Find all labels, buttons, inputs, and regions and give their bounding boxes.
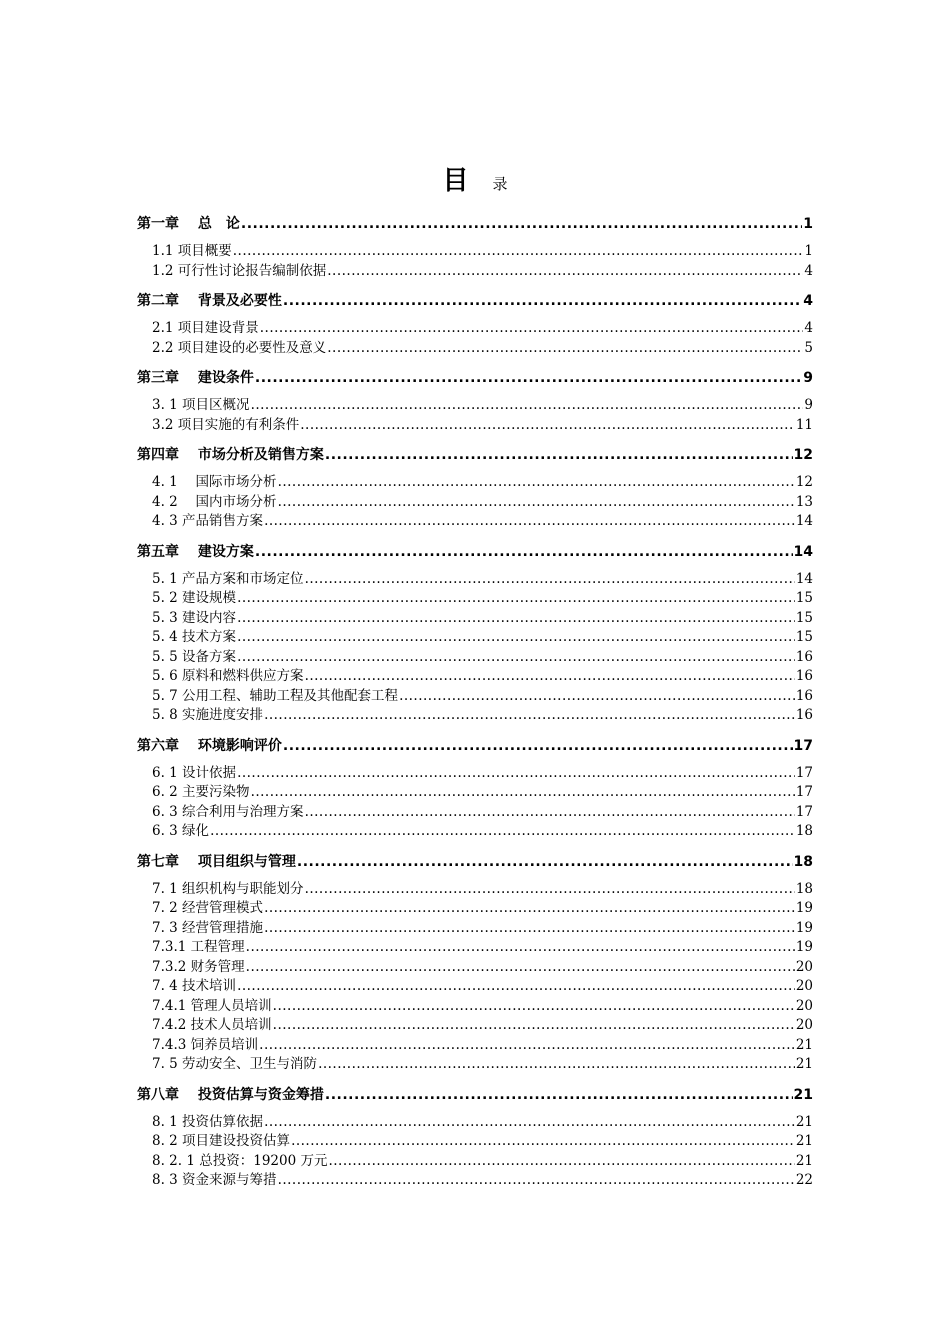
toc-dot-leader — [237, 628, 795, 648]
toc-section-entry[interactable] — [137, 262, 813, 282]
toc-entry-page-number: 16 — [795, 648, 813, 665]
toc-entry-label: 6. 1 设计依据 — [152, 764, 237, 781]
toc-entry-page-number: 4 — [803, 293, 813, 309]
toc-dot-leader — [246, 958, 795, 978]
toc-entry-page-number: 21 — [795, 1133, 813, 1149]
toc-dot-leader — [264, 1113, 795, 1133]
toc-dot-leader — [297, 852, 793, 872]
toc-entry-page-number: 21 — [795, 1152, 813, 1169]
toc-entry-label: 8. 3 资金来源与筹措 — [152, 1172, 277, 1188]
toc-entry-page-number: 4 — [804, 320, 813, 336]
toc-title — [0, 160, 950, 197]
toc-section-entry[interactable] — [137, 706, 813, 726]
toc-dot-leader — [278, 493, 795, 513]
toc-entry-page-number: 22 — [795, 1172, 813, 1188]
toc-dot-leader — [260, 319, 804, 339]
toc-entry-label: 第三章 建设条件 — [137, 370, 254, 386]
toc-chapter-entry[interactable] — [137, 445, 813, 465]
toc-dot-leader — [327, 262, 803, 282]
toc-dot-leader — [273, 997, 795, 1017]
toc-entry-label: 7. 1 组织机构与职能划分 — [152, 880, 304, 897]
toc-dot-leader — [264, 706, 795, 726]
toc-entry-page-number: 20 — [795, 978, 813, 994]
toc-entry-page-number: 16 — [795, 668, 813, 684]
toc-dot-leader — [237, 609, 795, 629]
toc-entry-page-number: 1 — [804, 243, 813, 259]
toc-section-entry[interactable] — [137, 764, 813, 784]
toc-entry-page-number: 20 — [795, 1017, 813, 1033]
toc-entry-page-number: 4 — [804, 262, 813, 279]
toc-section-entry[interactable] — [137, 687, 813, 707]
toc-entry-page-number: 21 — [795, 1056, 813, 1072]
toc-dot-leader — [255, 542, 793, 562]
toc-section-entry[interactable] — [137, 473, 813, 493]
toc-title-main: 目 — [442, 166, 469, 196]
toc-entry-page-number: 18 — [793, 853, 813, 870]
toc-dot-leader — [305, 667, 795, 687]
toc-section-entry[interactable] — [137, 1016, 813, 1036]
toc-entry-page-number: 13 — [795, 493, 813, 510]
toc-entry-page-number: 19 — [795, 919, 813, 936]
toc-entry-label: 第五章 建设方案 — [137, 543, 254, 560]
toc-section-entry[interactable] — [137, 648, 813, 668]
toc-section-entry[interactable] — [137, 919, 813, 939]
toc-section-entry[interactable] — [137, 880, 813, 900]
toc-entry-label: 第七章 项目组织与管理 — [137, 853, 296, 870]
toc-chapter-entry[interactable] — [137, 1085, 813, 1105]
toc-dot-leader — [255, 368, 802, 388]
toc-entry-label: 5. 4 技术方案 — [152, 629, 237, 645]
toc-entry-page-number: 14 — [793, 543, 813, 560]
toc-entry-label: 4. 2 国内市场分析 — [152, 493, 277, 510]
toc-entry-page-number: 15 — [795, 629, 813, 645]
toc-entry-page-number: 1 — [803, 216, 813, 232]
toc-section-entry[interactable] — [137, 512, 813, 532]
toc-section-entry[interactable] — [137, 396, 813, 416]
toc-entry-label: 8. 2 项目建设投资估算 — [152, 1133, 291, 1149]
toc-section-entry[interactable] — [137, 1055, 813, 1075]
table-of-contents — [137, 214, 813, 1191]
toc-chapter-entry[interactable] — [137, 214, 813, 234]
toc-entry-label: 5. 1 产品方案和市场定位 — [152, 570, 304, 587]
toc-section-entry[interactable] — [137, 319, 813, 339]
toc-dot-leader — [237, 589, 795, 609]
toc-dot-leader — [259, 1036, 795, 1056]
toc-section-entry[interactable] — [137, 899, 813, 919]
toc-dot-leader — [300, 416, 795, 436]
toc-entry-page-number: 19 — [795, 939, 813, 955]
toc-entry-label: 7. 2 经营管理模式 — [152, 900, 264, 916]
toc-entry-page-number: 15 — [795, 609, 813, 626]
toc-entry-label: 1.2 可行性讨论报告编制依据 — [152, 262, 327, 279]
toc-entry-label: 7.4.3 饲养员培训 — [152, 1036, 259, 1053]
toc-dot-leader — [237, 764, 795, 784]
toc-dot-leader — [233, 242, 804, 262]
toc-dot-leader — [283, 291, 802, 311]
toc-section-entry[interactable] — [137, 493, 813, 513]
toc-dot-leader — [264, 899, 795, 919]
toc-entry-label: 第六章 环境影响评价 — [137, 737, 282, 754]
toc-section-entry[interactable] — [137, 242, 813, 262]
toc-dot-leader — [273, 1016, 795, 1036]
toc-section-entry[interactable] — [137, 803, 813, 823]
toc-dot-leader — [237, 648, 795, 668]
toc-entry-label: 第四章 市场分析及销售方案 — [137, 447, 324, 463]
toc-entry-label: 4. 3 产品销售方案 — [152, 513, 264, 529]
toc-entry-label: 4. 1 国际市场分析 — [152, 474, 277, 490]
toc-entry-label: 3.2 项目实施的有利条件 — [152, 416, 300, 433]
toc-entry-label: 5. 7 公用工程、辅助工程及其他配套工程 — [152, 687, 399, 704]
toc-entry-page-number: 21 — [795, 1113, 813, 1130]
toc-dot-leader — [251, 783, 795, 803]
toc-entry-page-number: 21 — [793, 1086, 813, 1103]
toc-entry-page-number: 5 — [804, 339, 813, 356]
toc-dot-leader — [305, 803, 795, 823]
toc-dot-leader — [305, 880, 795, 900]
toc-chapter-entry[interactable] — [137, 368, 813, 388]
toc-dot-leader — [237, 977, 795, 997]
toc-entry-label: 6. 2 主要污染物 — [152, 784, 250, 800]
toc-entry-page-number: 17 — [793, 737, 813, 754]
toc-entry-label: 3. 1 项目区概况 — [152, 397, 250, 413]
toc-entry-page-number: 17 — [795, 803, 813, 820]
toc-entry-label: 7. 4 技术培训 — [152, 978, 237, 994]
toc-dot-leader — [241, 214, 802, 234]
toc-entry-page-number: 14 — [795, 570, 813, 587]
toc-entry-page-number: 19 — [795, 900, 813, 916]
toc-section-entry[interactable] — [137, 938, 813, 958]
toc-section-entry[interactable] — [137, 589, 813, 609]
toc-dot-leader — [328, 1152, 794, 1172]
toc-section-entry[interactable] — [137, 997, 813, 1017]
toc-dot-leader — [399, 687, 795, 707]
toc-entry-label: 1.1 项目概要 — [152, 243, 232, 259]
toc-entry-label: 5. 8 实施进度安排 — [152, 707, 264, 723]
toc-entry-label: 第八章 投资估算与资金筹措 — [137, 1086, 324, 1103]
toc-entry-page-number: 16 — [795, 707, 813, 723]
toc-entry-label: 7.4.1 管理人员培训 — [152, 997, 272, 1014]
toc-entry-page-number: 9 — [803, 370, 813, 386]
toc-section-entry[interactable] — [137, 667, 813, 687]
toc-entry-label: 6. 3 综合利用与治理方案 — [152, 803, 304, 820]
toc-section-entry[interactable] — [137, 1171, 813, 1191]
toc-dot-leader — [283, 736, 793, 756]
toc-chapter-entry[interactable] — [137, 852, 813, 872]
toc-entry-page-number: 17 — [795, 764, 813, 781]
toc-section-entry[interactable] — [137, 1036, 813, 1056]
toc-dot-leader — [264, 919, 795, 939]
toc-section-entry[interactable] — [137, 339, 813, 359]
toc-section-entry[interactable] — [137, 609, 813, 629]
toc-entry-page-number: 21 — [795, 1036, 813, 1053]
toc-section-entry[interactable] — [137, 1132, 813, 1152]
toc-dot-leader — [264, 512, 795, 532]
toc-entry-label: 5. 3 建设内容 — [152, 609, 237, 626]
toc-dot-leader — [251, 396, 804, 416]
toc-section-entry[interactable] — [137, 1152, 813, 1172]
toc-entry-label: 7. 3 经营管理措施 — [152, 919, 264, 936]
toc-dot-leader — [210, 822, 795, 842]
toc-entry-page-number: 16 — [795, 687, 813, 704]
toc-entry-page-number: 12 — [793, 447, 813, 463]
toc-dot-leader — [318, 1055, 795, 1075]
toc-dot-leader — [325, 445, 793, 465]
toc-entry-page-number: 12 — [795, 474, 813, 490]
toc-section-entry[interactable] — [137, 958, 813, 978]
toc-section-entry[interactable] — [137, 783, 813, 803]
toc-entry-label: 2.1 项目建设背景 — [152, 320, 259, 336]
toc-entry-label: 第二章 背景及必要性 — [137, 293, 282, 309]
toc-section-entry[interactable] — [137, 416, 813, 436]
toc-entry-label: 6. 3 绿化 — [152, 823, 210, 839]
toc-section-entry[interactable] — [137, 570, 813, 590]
toc-entry-label: 7.3.1 工程管理 — [152, 939, 245, 955]
toc-dot-leader — [291, 1132, 795, 1152]
toc-entry-page-number: 18 — [795, 880, 813, 897]
toc-dot-leader — [246, 938, 795, 958]
toc-title-sub: 录 — [492, 175, 508, 193]
toc-section-entry[interactable] — [137, 977, 813, 997]
toc-entry-page-number: 18 — [795, 823, 813, 839]
toc-entry-page-number: 20 — [795, 958, 813, 975]
toc-entry-page-number: 17 — [795, 784, 813, 800]
toc-dot-leader — [278, 473, 795, 493]
toc-dot-leader — [278, 1171, 795, 1191]
toc-section-entry[interactable] — [137, 628, 813, 648]
toc-section-entry[interactable] — [137, 822, 813, 842]
toc-entry-label: 7.4.2 技术人员培训 — [152, 1017, 272, 1033]
toc-section-entry[interactable] — [137, 1113, 813, 1133]
toc-dot-leader — [325, 1085, 793, 1105]
toc-entry-label: 8. 2. 1 总投资：19200 万元 — [152, 1152, 328, 1169]
toc-entry-label: 2.2 项目建设的必要性及意义 — [152, 339, 327, 356]
toc-entry-page-number: 14 — [795, 513, 813, 529]
toc-entry-label: 7.3.2 财务管理 — [152, 958, 245, 975]
toc-dot-leader — [305, 570, 795, 590]
toc-chapter-entry[interactable] — [137, 736, 813, 756]
toc-dot-leader — [327, 339, 803, 359]
toc-entry-label: 5. 6 原料和燃料供应方案 — [152, 668, 304, 684]
toc-entry-label: 5. 2 建设规模 — [152, 590, 237, 606]
toc-entry-page-number: 20 — [795, 997, 813, 1014]
toc-entry-label: 第一章 总 论 — [137, 216, 240, 232]
toc-entry-page-number: 11 — [795, 416, 813, 433]
toc-chapter-entry[interactable] — [137, 291, 813, 311]
toc-entry-page-number: 15 — [795, 590, 813, 606]
toc-entry-page-number: 9 — [804, 397, 813, 413]
toc-entry-label: 7. 5 劳动安全、卫生与消防 — [152, 1056, 318, 1072]
toc-entry-label: 5. 5 设备方案 — [152, 648, 237, 665]
toc-chapter-entry[interactable] — [137, 542, 813, 562]
toc-entry-label: 8. 1 投资估算依据 — [152, 1113, 264, 1130]
